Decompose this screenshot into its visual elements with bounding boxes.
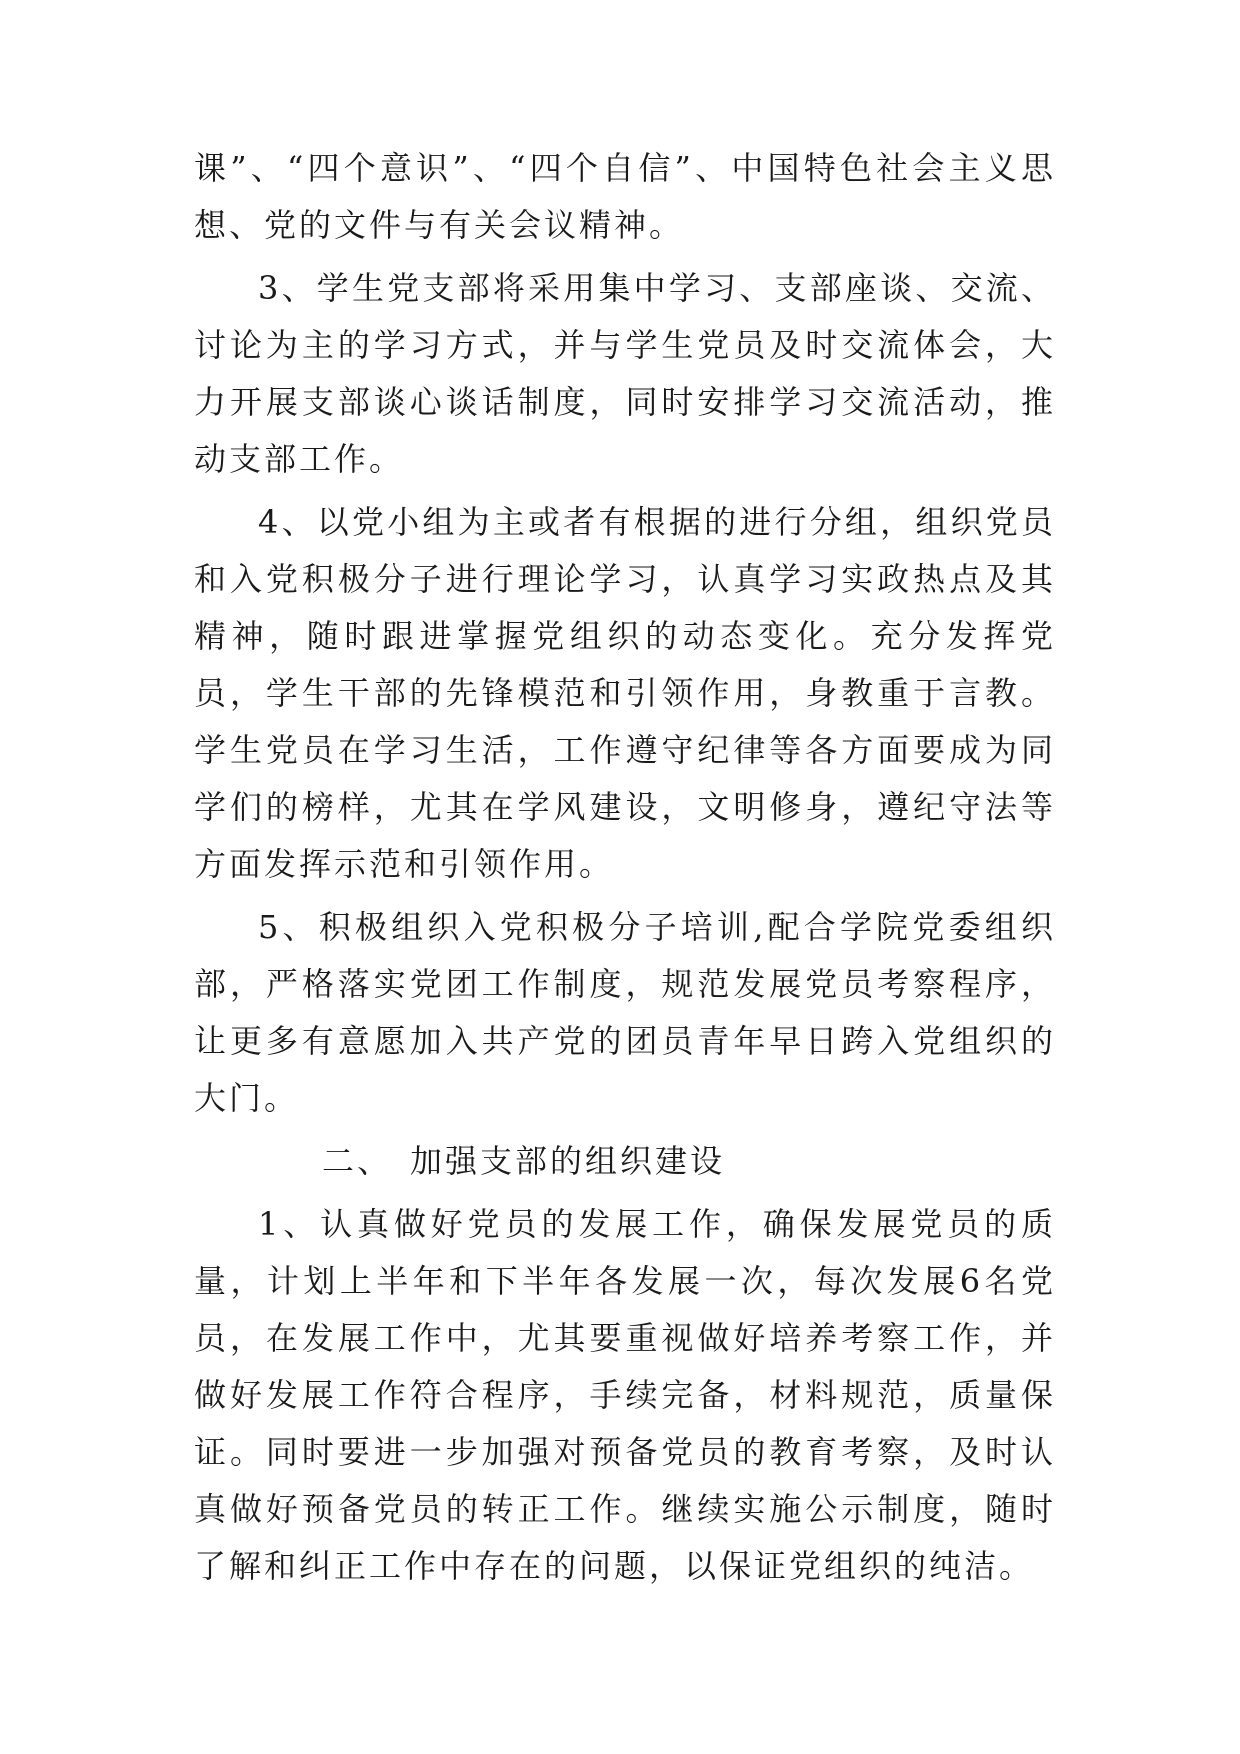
document-body (194, 140, 1056, 1601)
paragraph-item-4: 4、以党小组为主或者有根据的进行分组，组织党员和入党积极分子进行理论学习，认真学习实政热点及其精神，随时跟进掌握党组织的动态变化。充分发挥党员，学生干部的先锋模范和引领作用，身教重于言教。学生党员在学习生活，工作遵守纪律等各方面要成为同学们的榜样，尤其在学风建设，文明修身，遵纪守法等方面发挥示范和引领作用。 (194, 503, 1056, 883)
paragraph-continuation: 课”、“四个意识”、“四个自信”、中国特色社会主义思想、党的文件与有关会议精神。 (194, 149, 1056, 244)
section-paragraph-item-1: 1、认真做好党员的发展工作，确保发展党员的质量，计划上半年和下半年各发展一次，每次发展6名党员，在发展工作中，尤其要重视做好培养考察工作，并做好发展工作符合程序，手续完备，材料规范，质量保证。同时要进一步加强对预备党员的教育考察，及时认真做好预备党员的转正工作。继续实施公示制度，随时了解和纠正工作中存在的问题，以保证党组织的纯洁。 (194, 1205, 1056, 1585)
section-heading-title: 加强支部的组织建设 (410, 1142, 726, 1180)
paragraph-item-5: 5、积极组织入党积极分子培训,配合学院党委组织部，严格落实党团工作制度，规范发展党员考察程序，让更多有意愿加入共产党的团员青年早日跨入党组织的大门。 (194, 908, 1056, 1117)
section-heading-number: 二、 (322, 1142, 393, 1180)
paragraph-item-3: 3、学生党支部将采用集中学习、支部座谈、交流、讨论为主的学习方式，并与学生党员及时交流体会，大力开展支部谈心谈话制度，同时安排学习交流活动，推动支部工作。 (194, 269, 1056, 478)
section-heading (194, 1133, 1056, 1190)
